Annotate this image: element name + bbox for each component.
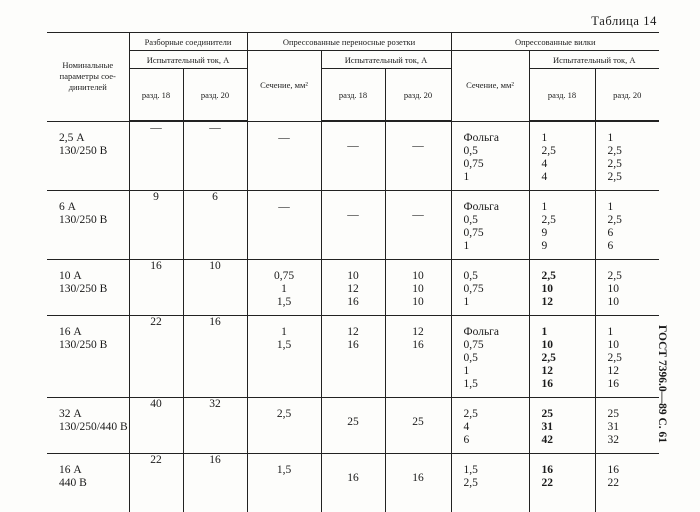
cell-line: 10 xyxy=(541,339,554,351)
header-test-current-3: Испытательный ток, А xyxy=(529,51,659,69)
cell-line: 2,5 xyxy=(276,408,292,420)
cell-line: 10 xyxy=(607,339,620,351)
cell-line: 6 А xyxy=(59,201,76,213)
cell-line: 16 xyxy=(607,464,620,476)
cell-detachable-razd20 xyxy=(183,121,247,191)
header-razd18-1: разд. 18 xyxy=(129,69,183,122)
cell-line: 6 xyxy=(607,227,614,239)
cell-nominal xyxy=(47,454,129,512)
header-test-current-2: Испытательный ток, А xyxy=(321,51,451,69)
cell-line: 440 В xyxy=(59,477,87,489)
cell-line: 9 xyxy=(541,227,548,239)
header-section-2: Сечение, мм² xyxy=(247,51,321,122)
cell-value: 16 xyxy=(412,472,424,484)
header-group-detachable: Разборные соединители xyxy=(129,33,247,51)
cell-plug-razd18 xyxy=(529,398,595,454)
cell-detachable-razd18 xyxy=(129,398,183,454)
table-row xyxy=(47,316,659,398)
cell-detachable-razd18 xyxy=(129,260,183,316)
cell-line: 10 xyxy=(541,283,554,295)
cell-socket-razd20 xyxy=(385,316,451,398)
cell-socket-razd18 xyxy=(321,454,385,512)
cell-line: 16 xyxy=(412,339,424,351)
cell-line: 25 xyxy=(541,408,554,420)
cell-line: 0,5 xyxy=(463,352,478,364)
cell-socket-razd20 xyxy=(385,260,451,316)
cell-plug-razd20 xyxy=(595,398,659,454)
cell-value: — xyxy=(150,122,162,134)
cell-socket-section xyxy=(247,398,321,454)
header-nominal: Номинальные параметры сое- динителей xyxy=(47,33,129,122)
cell-line: 0,75 xyxy=(463,283,484,295)
cell-line: 32 xyxy=(607,434,620,446)
table-caption: Таблица 14 xyxy=(591,14,657,28)
cell-line: 12 xyxy=(412,326,424,338)
cell-line: 4 xyxy=(541,171,548,183)
cell-value: 16 xyxy=(209,316,221,328)
cell-line: 2,5 xyxy=(463,477,478,489)
cell-socket-section xyxy=(247,454,321,512)
cell-socket-razd18 xyxy=(321,260,385,316)
table-row xyxy=(47,260,659,316)
cell-nominal xyxy=(47,260,129,316)
cell-line: 6 xyxy=(607,240,614,252)
cell-line: 2,5 xyxy=(463,408,478,420)
cell-line: Фольга xyxy=(463,131,500,144)
cell-line: 0,5 xyxy=(463,144,478,157)
cell-value: 32 xyxy=(209,398,221,410)
cell-value: — xyxy=(412,209,424,221)
cell-line: 4 xyxy=(541,158,548,170)
header-section-3: Сечение, мм² xyxy=(451,51,529,122)
header-razd18-2: разд. 18 xyxy=(321,69,385,122)
cell-socket-section xyxy=(247,121,321,191)
cell-socket-section xyxy=(247,191,321,260)
cell-line: 130/250 В xyxy=(59,144,108,157)
cell-plug-section xyxy=(451,121,529,191)
cell-socket-razd20 xyxy=(385,191,451,260)
cell-socket-razd18 xyxy=(321,316,385,398)
cell-line: 2,5 xyxy=(541,145,556,157)
cell-line: 32 А xyxy=(59,408,82,420)
cell-line: 16 А xyxy=(59,326,82,338)
cell-line: 16 xyxy=(541,378,554,390)
cell-line: 16 xyxy=(347,339,359,351)
cell-line: 16 А xyxy=(59,464,82,476)
cell-line: 16 xyxy=(541,464,554,476)
cell-line: 1,5 xyxy=(276,464,292,476)
cell-line: 130/250/440 В xyxy=(59,421,128,433)
cell-line: 4 xyxy=(463,421,470,433)
cell-socket-razd18 xyxy=(321,191,385,260)
cell-value: 6 xyxy=(212,191,218,203)
cell-plug-section xyxy=(451,398,529,454)
header-razd20-2: разд. 20 xyxy=(385,69,451,122)
cell-line: 0,5 xyxy=(463,214,478,226)
cell-detachable-razd20 xyxy=(183,316,247,398)
cell-detachable-razd20 xyxy=(183,260,247,316)
cell-socket-section xyxy=(247,316,321,398)
cell-line: 12 xyxy=(347,283,359,295)
cell-line: 2,5 xyxy=(607,171,622,183)
cell-line: 10 xyxy=(412,296,424,308)
cell-line: 2,5 xyxy=(541,270,556,282)
cell-line: 10 xyxy=(412,270,424,282)
cell-detachable-razd20 xyxy=(183,454,247,512)
cell-line: 0,75 xyxy=(463,157,484,170)
cell-detachable-razd18 xyxy=(129,316,183,398)
cell-line: 1 xyxy=(541,201,548,213)
table-row xyxy=(47,191,659,260)
cell-plug-razd18 xyxy=(529,454,595,512)
cell-line: 1,5 xyxy=(276,296,292,308)
cell-plug-section xyxy=(451,260,529,316)
cell-line: 1,5 xyxy=(463,464,478,476)
cell-line: 1,5 xyxy=(276,339,292,351)
cell-line: 9 xyxy=(541,240,548,252)
cell-line: 22 xyxy=(607,477,620,489)
cell-plug-section xyxy=(451,316,529,398)
cell-plug-razd18 xyxy=(529,191,595,260)
cell-value: 40 xyxy=(150,398,162,410)
cell-value: 25 xyxy=(412,416,424,428)
cell-line: — xyxy=(278,131,290,144)
cell-line: 0,5 xyxy=(463,270,478,282)
header-group-sockets: Опрессованные переносные розетки xyxy=(247,33,451,51)
cell-line: 1,5 xyxy=(463,378,478,390)
cell-plug-razd20 xyxy=(595,454,659,512)
cell-detachable-razd20 xyxy=(183,398,247,454)
cell-value: 16 xyxy=(209,454,221,466)
cell-line: 12 xyxy=(347,326,359,338)
cell-value: — xyxy=(347,209,359,221)
cell-line: 1 xyxy=(541,132,548,144)
cell-plug-razd20 xyxy=(595,260,659,316)
cell-line: 31 xyxy=(607,421,620,433)
cell-value: 22 xyxy=(150,454,162,466)
cell-value: 25 xyxy=(347,416,359,428)
cell-detachable-razd20 xyxy=(183,191,247,260)
table-row xyxy=(47,121,659,191)
cell-detachable-razd18 xyxy=(129,121,183,191)
cell-line: 10 xyxy=(347,270,359,282)
cell-line: 2,5 xyxy=(607,145,622,157)
header-razd18-3: разд. 18 xyxy=(529,69,595,122)
cell-line: 16 xyxy=(607,378,620,390)
cell-detachable-razd18 xyxy=(129,454,183,512)
table-row xyxy=(47,454,659,512)
cell-line: 130/250 В xyxy=(59,339,108,351)
cell-value: 22 xyxy=(150,316,162,328)
cell-plug-razd18 xyxy=(529,121,595,191)
cell-socket-section xyxy=(247,260,321,316)
cell-value: 16 xyxy=(347,472,359,484)
cell-socket-razd20 xyxy=(385,121,451,191)
cell-line: 42 xyxy=(541,434,554,446)
cell-socket-razd20 xyxy=(385,454,451,512)
cell-nominal xyxy=(47,316,129,398)
cell-line: Фольга xyxy=(463,326,500,338)
cell-socket-razd18 xyxy=(321,398,385,454)
cell-line: 12 xyxy=(541,365,554,377)
cell-line: 1 xyxy=(607,326,614,338)
cell-line: 2,5 xyxy=(541,214,556,226)
cell-line: 12 xyxy=(607,365,620,377)
cell-plug-razd20 xyxy=(595,316,659,398)
cell-plug-section xyxy=(451,454,529,512)
cell-nominal xyxy=(47,191,129,260)
cell-line: 130/250 В xyxy=(59,214,108,226)
cell-line: 130/250 В xyxy=(59,283,108,295)
cell-nominal xyxy=(47,398,129,454)
cell-line: 10 xyxy=(607,283,620,295)
cell-line: 1 xyxy=(463,296,470,308)
cell-plug-razd18 xyxy=(529,316,595,398)
header-razd20-1: разд. 20 xyxy=(183,69,247,122)
cell-line: 1 xyxy=(463,240,470,252)
cell-line: 2,5 А xyxy=(59,131,85,144)
cell-line: Фольга xyxy=(463,201,500,213)
cell-line: 2,5 xyxy=(607,270,622,282)
cell-line: — xyxy=(278,201,290,213)
cell-line: 2,5 xyxy=(541,352,556,364)
cell-value: — xyxy=(412,140,424,152)
cell-socket-razd20 xyxy=(385,398,451,454)
cell-value: 16 xyxy=(150,260,162,272)
cell-line: 0,75 xyxy=(463,227,484,239)
cell-line: 22 xyxy=(541,477,554,489)
cell-line: 2,5 xyxy=(607,214,622,226)
cell-value: 9 xyxy=(153,191,159,203)
cell-line: 1 xyxy=(463,365,470,377)
cell-line: 6 xyxy=(463,434,470,446)
cell-plug-section xyxy=(451,191,529,260)
cell-line: 2,5 xyxy=(607,352,622,364)
cell-line: 12 xyxy=(541,296,554,308)
page-side-header: ГОСТ 7396.0—89 С. 61 xyxy=(656,325,668,444)
header-razd20-3: разд. 20 xyxy=(595,69,659,122)
cell-line: 1 xyxy=(463,170,470,183)
cell-line: 10 xyxy=(412,283,424,295)
cell-line: 10 xyxy=(607,296,620,308)
cell-line: 1 xyxy=(281,326,287,338)
cell-line: 2,5 xyxy=(607,158,622,170)
cell-line: 31 xyxy=(541,421,554,433)
cell-line: 25 xyxy=(607,408,620,420)
data-table xyxy=(47,32,659,512)
cell-line: 1 xyxy=(541,326,548,338)
cell-value: — xyxy=(347,140,359,152)
cell-plug-razd20 xyxy=(595,191,659,260)
cell-plug-razd20 xyxy=(595,121,659,191)
table-body xyxy=(47,121,659,512)
cell-value: 10 xyxy=(209,260,221,272)
table-row xyxy=(47,398,659,454)
cell-line: 1 xyxy=(607,132,614,144)
cell-line: 0,75 xyxy=(273,270,295,282)
cell-socket-razd18 xyxy=(321,121,385,191)
cell-line: 16 xyxy=(347,296,359,308)
cell-plug-razd18 xyxy=(529,260,595,316)
cell-value: — xyxy=(209,122,221,134)
cell-line: 0,75 xyxy=(463,339,484,351)
cell-line: 10 А xyxy=(59,270,82,282)
cell-nominal xyxy=(47,121,129,191)
cell-line: 1 xyxy=(281,283,287,295)
cell-line: 1 xyxy=(607,201,614,213)
header-group-plugs: Опрессованные вилки xyxy=(451,33,659,51)
header-test-current-1: Испытательный ток, А xyxy=(129,51,247,69)
cell-detachable-razd18 xyxy=(129,191,183,260)
